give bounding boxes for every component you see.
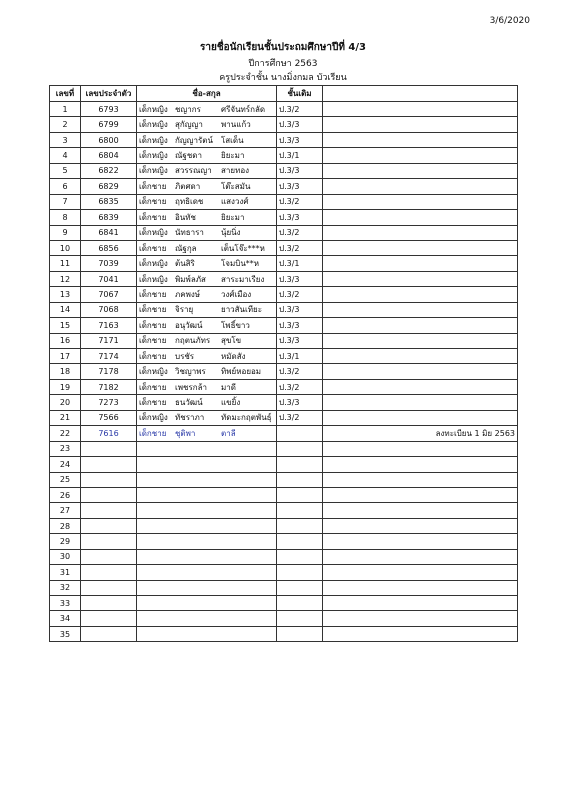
student-name-cell xyxy=(137,364,277,379)
row-number-cell: 12 xyxy=(50,271,81,286)
note-cell xyxy=(323,256,518,271)
row-number-cell: 28 xyxy=(50,518,81,533)
last-name: ทิพย์หอยอม xyxy=(221,367,262,377)
student-name-cell xyxy=(137,318,277,333)
first-name: วิชญาพร xyxy=(175,367,206,377)
name-prefix: เด็กหญิง xyxy=(139,228,168,238)
row-number-cell: 7 xyxy=(50,194,81,209)
column-header-student-id: เลขประจำตัว xyxy=(81,86,137,102)
first-name: ฤทธิเดช xyxy=(175,197,204,207)
row-number-cell: 5 xyxy=(50,163,81,178)
note-cell xyxy=(323,287,518,302)
first-name: ชุติพา xyxy=(175,428,196,438)
student-id-cell: 6829 xyxy=(81,179,137,194)
table-row xyxy=(50,318,518,333)
student-id-cell: 6799 xyxy=(81,117,137,132)
student-id-cell xyxy=(81,611,137,626)
name-prefix: เด็กหญิง xyxy=(139,120,168,130)
table-row xyxy=(50,102,518,117)
first-name: ชญากร xyxy=(175,104,201,114)
table-row xyxy=(50,534,518,549)
row-number-cell: 13 xyxy=(50,287,81,302)
student-id-cell: 6804 xyxy=(81,148,137,163)
first-name: อินทัช xyxy=(175,212,196,222)
student-name-cell xyxy=(137,102,277,117)
student-name-cell xyxy=(137,518,277,533)
first-name: ภิตศดา xyxy=(175,181,201,191)
previous-class-cell xyxy=(277,426,323,441)
last-name: วงศ์เมือง xyxy=(221,289,252,299)
row-number-cell: 2 xyxy=(50,117,81,132)
column-header-previous-class: ชั้นเดิม xyxy=(277,86,323,102)
previous-class-cell xyxy=(277,534,323,549)
table-row xyxy=(50,210,518,225)
previous-class-cell xyxy=(277,596,323,611)
note-cell xyxy=(323,194,518,209)
student-id-cell: 7273 xyxy=(81,395,137,410)
last-name: สุขโข xyxy=(221,336,242,346)
previous-class-cell: ป.3/3 xyxy=(277,333,323,348)
row-number-cell: 21 xyxy=(50,410,81,425)
name-prefix: เด็กชาย xyxy=(139,181,167,191)
previous-class-cell: ป.3/3 xyxy=(277,395,323,410)
note-cell xyxy=(323,457,518,472)
last-name: ตาลี xyxy=(221,428,236,438)
table-row xyxy=(50,426,518,441)
table-row xyxy=(50,287,518,302)
name-prefix: เด็กหญิง xyxy=(139,367,168,377)
student-id-cell xyxy=(81,580,137,595)
name-prefix: เด็กชาย xyxy=(139,398,167,408)
note-cell xyxy=(323,163,518,178)
student-id-cell: 7616 xyxy=(81,426,137,441)
row-number-cell: 26 xyxy=(50,487,81,502)
first-name: เพชรกล้า xyxy=(175,382,207,392)
note-cell xyxy=(323,487,518,502)
student-name-cell xyxy=(137,472,277,487)
student-name-cell xyxy=(137,148,277,163)
academic-year: ปีการศึกษา 2563 xyxy=(248,59,318,69)
note-cell xyxy=(323,441,518,456)
table-row xyxy=(50,302,518,317)
student-id-cell: 6793 xyxy=(81,102,137,117)
last-name: สายทอง xyxy=(221,166,250,176)
table-row xyxy=(50,271,518,286)
note-cell xyxy=(323,534,518,549)
note-cell xyxy=(323,349,518,364)
student-id-cell: 7039 xyxy=(81,256,137,271)
table-row xyxy=(50,410,518,425)
student-id-cell: 7182 xyxy=(81,379,137,394)
note-cell xyxy=(323,132,518,147)
note-cell xyxy=(323,503,518,518)
name-prefix: เด็กหญิง xyxy=(139,413,168,423)
note-cell xyxy=(323,102,518,117)
student-id-cell xyxy=(81,503,137,518)
previous-class-cell: ป.3/2 xyxy=(277,102,323,117)
note-cell xyxy=(323,472,518,487)
row-number-cell: 1 xyxy=(50,102,81,117)
previous-class-cell: ป.3/2 xyxy=(277,287,323,302)
previous-class-cell: ป.3/3 xyxy=(277,179,323,194)
table-row xyxy=(50,194,518,209)
table-row xyxy=(50,395,518,410)
student-id-cell: 7178 xyxy=(81,364,137,379)
first-name: ภคพงษ์ xyxy=(175,289,201,299)
student-name-cell xyxy=(137,117,277,132)
student-name-cell xyxy=(137,210,277,225)
student-id-cell: 7171 xyxy=(81,333,137,348)
student-name-cell xyxy=(137,580,277,595)
note-cell xyxy=(323,565,518,580)
previous-class-cell xyxy=(277,518,323,533)
student-name-cell xyxy=(137,349,277,364)
student-name-cell xyxy=(137,271,277,286)
table-row xyxy=(50,148,518,163)
first-name: บรชัร xyxy=(175,351,195,361)
previous-class-cell: ป.3/3 xyxy=(277,210,323,225)
table-row xyxy=(50,457,518,472)
table-row xyxy=(50,179,518,194)
student-name-cell xyxy=(137,194,277,209)
previous-class-cell: ป.3/1 xyxy=(277,256,323,271)
note-cell xyxy=(323,410,518,425)
table-row xyxy=(50,441,518,456)
name-prefix: เด็กหญิง xyxy=(139,274,168,284)
student-name-cell xyxy=(137,395,277,410)
row-number-cell: 14 xyxy=(50,302,81,317)
row-number-cell: 11 xyxy=(50,256,81,271)
table-row xyxy=(50,163,518,178)
note-cell xyxy=(323,518,518,533)
table-row xyxy=(50,503,518,518)
row-number-cell: 30 xyxy=(50,549,81,564)
name-prefix: เด็กหญิง xyxy=(139,259,168,269)
table-row xyxy=(50,225,518,240)
student-id-cell: 6800 xyxy=(81,132,137,147)
student-id-cell xyxy=(81,626,137,641)
column-header-note xyxy=(323,86,518,102)
student-id-cell xyxy=(81,457,137,472)
last-name: มาดี xyxy=(221,382,236,392)
student-name-cell xyxy=(137,163,277,178)
first-name: ธนวัฒน์ xyxy=(175,398,203,408)
column-header-full-name: ชื่อ-สกุล xyxy=(137,86,277,102)
table-row xyxy=(50,565,518,580)
name-prefix: เด็กชาย xyxy=(139,212,167,222)
row-number-cell: 34 xyxy=(50,611,81,626)
student-id-cell: 7067 xyxy=(81,287,137,302)
table-row xyxy=(50,487,518,502)
previous-class-cell: ป.3/2 xyxy=(277,379,323,394)
row-number-cell: 32 xyxy=(50,580,81,595)
row-number-cell: 33 xyxy=(50,596,81,611)
student-id-cell: 6822 xyxy=(81,163,137,178)
previous-class-cell xyxy=(277,611,323,626)
row-number-cell: 8 xyxy=(50,210,81,225)
note-cell xyxy=(323,596,518,611)
table-row xyxy=(50,333,518,348)
first-name: ณัฐชดา xyxy=(175,151,202,161)
name-prefix: เด็กชาย xyxy=(139,320,167,330)
last-name: ยาวสันเทียะ xyxy=(221,305,263,315)
note-cell xyxy=(323,117,518,132)
last-name: นุ้ยนิ่ง xyxy=(221,228,241,238)
student-name-cell xyxy=(137,240,277,255)
row-number-cell: 9 xyxy=(50,225,81,240)
last-name: โต๊ะสมัน xyxy=(221,181,251,191)
row-number-cell: 24 xyxy=(50,457,81,472)
table-row xyxy=(50,117,518,132)
table-row xyxy=(50,518,518,533)
table-row xyxy=(50,349,518,364)
last-name: ศรีจันทร์กลัด xyxy=(221,104,266,114)
column-header-number: เลขที่ xyxy=(50,86,81,102)
student-id-cell xyxy=(81,565,137,580)
previous-class-cell: ป.3/2 xyxy=(277,410,323,425)
student-name-cell xyxy=(137,256,277,271)
student-name-cell xyxy=(137,596,277,611)
first-name: สวรรณญา xyxy=(175,166,212,176)
table-row xyxy=(50,596,518,611)
table-row xyxy=(50,626,518,641)
row-number-cell: 27 xyxy=(50,503,81,518)
row-number-cell: 15 xyxy=(50,318,81,333)
note-cell xyxy=(323,210,518,225)
previous-class-cell xyxy=(277,487,323,502)
table-row xyxy=(50,256,518,271)
previous-class-cell: ป.3/2 xyxy=(277,225,323,240)
first-name: ณัฐกุล xyxy=(175,243,197,253)
student-name-cell xyxy=(137,626,277,641)
student-id-cell xyxy=(81,534,137,549)
previous-class-cell: ป.3/3 xyxy=(277,117,323,132)
student-id-cell xyxy=(81,596,137,611)
student-id-cell xyxy=(81,487,137,502)
first-name: พิมพ์ลภัส xyxy=(175,274,206,284)
student-name-cell xyxy=(137,457,277,472)
note-cell xyxy=(323,364,518,379)
page-title: รายชื่อนักเรียนชั้นประถมศึกษาปีที่ 4/3 xyxy=(200,42,366,53)
student-name-cell xyxy=(137,611,277,626)
student-id-cell: 7174 xyxy=(81,349,137,364)
student-name-cell xyxy=(137,565,277,580)
previous-class-cell: ป.3/2 xyxy=(277,240,323,255)
name-prefix: เด็กหญิง xyxy=(139,151,168,161)
student-id-cell: 6839 xyxy=(81,210,137,225)
table-row xyxy=(50,379,518,394)
previous-class-cell xyxy=(277,580,323,595)
last-name: ยิยะมา xyxy=(221,151,245,161)
note-cell xyxy=(323,225,518,240)
last-name: เต็นโจ๊ะ***ห xyxy=(221,243,265,253)
last-name: ยิยะมา xyxy=(221,212,245,222)
table-row xyxy=(50,472,518,487)
row-number-cell: 35 xyxy=(50,626,81,641)
student-name-cell xyxy=(137,379,277,394)
first-name: จิรายุ xyxy=(175,305,194,315)
first-name: นัทธารา xyxy=(175,228,204,238)
student-name-cell xyxy=(137,410,277,425)
table-row xyxy=(50,580,518,595)
note-cell xyxy=(323,318,518,333)
student-name-cell xyxy=(137,333,277,348)
student-id-cell: 6841 xyxy=(81,225,137,240)
last-name: แขยิ้ง xyxy=(221,398,241,408)
previous-class-cell: ป.3/3 xyxy=(277,132,323,147)
name-prefix: เด็กชาย xyxy=(139,305,167,315)
previous-class-cell: ป.3/3 xyxy=(277,163,323,178)
last-name: หมัดสัง xyxy=(221,351,246,361)
table-row xyxy=(50,240,518,255)
row-number-cell: 23 xyxy=(50,441,81,456)
name-prefix: เด็กชาย xyxy=(139,351,167,361)
note-cell xyxy=(323,626,518,641)
name-prefix: เด็กชาย xyxy=(139,382,167,392)
student-id-cell xyxy=(81,549,137,564)
student-name-cell xyxy=(137,179,277,194)
previous-class-cell xyxy=(277,441,323,456)
row-number-cell: 17 xyxy=(50,349,81,364)
row-number-cell: 4 xyxy=(50,148,81,163)
note-cell xyxy=(323,549,518,564)
previous-class-cell: ป.3/2 xyxy=(277,364,323,379)
homeroom-teacher: ครูประจำชั้น นางมิ่งกมล บัวเรียน xyxy=(219,73,347,83)
previous-class-cell: ป.3/1 xyxy=(277,349,323,364)
note-cell xyxy=(323,240,518,255)
student-id-cell: 6835 xyxy=(81,194,137,209)
row-number-cell: 6 xyxy=(50,179,81,194)
name-prefix: เด็กชาย xyxy=(139,197,167,207)
student-name-cell xyxy=(137,302,277,317)
previous-class-cell: ป.3/2 xyxy=(277,194,323,209)
student-id-cell: 7163 xyxy=(81,318,137,333)
student-id-cell xyxy=(81,441,137,456)
student-id-cell: 7566 xyxy=(81,410,137,425)
table-header-row xyxy=(50,86,518,102)
note-cell xyxy=(323,611,518,626)
student-id-cell xyxy=(81,472,137,487)
student-name-cell xyxy=(137,225,277,240)
table-row xyxy=(50,132,518,147)
note-cell xyxy=(323,580,518,595)
name-prefix: เด็กชาย xyxy=(139,243,167,253)
previous-class-cell: ป.3/3 xyxy=(277,302,323,317)
last-name: โสเด็น xyxy=(221,135,244,145)
note-cell xyxy=(323,379,518,394)
previous-class-cell: ป.3/1 xyxy=(277,148,323,163)
student-name-cell xyxy=(137,487,277,502)
row-number-cell: 22 xyxy=(50,426,81,441)
student-name-cell xyxy=(137,132,277,147)
previous-class-cell: ป.3/3 xyxy=(277,271,323,286)
last-name: ทัดมะกฤตพันธุ์ xyxy=(221,413,272,423)
table-row xyxy=(50,549,518,564)
row-number-cell: 25 xyxy=(50,472,81,487)
last-name: พานแก้ว xyxy=(221,120,251,130)
row-number-cell: 3 xyxy=(50,132,81,147)
table-row xyxy=(50,364,518,379)
last-name: โพธิ์ขาว xyxy=(221,320,250,330)
previous-class-cell xyxy=(277,472,323,487)
table-body xyxy=(50,102,518,642)
table-row xyxy=(50,611,518,626)
student-name-cell xyxy=(137,287,277,302)
row-number-cell: 20 xyxy=(50,395,81,410)
last-name: โจมบิน**ห xyxy=(221,259,260,269)
previous-class-cell xyxy=(277,503,323,518)
row-number-cell: 29 xyxy=(50,534,81,549)
student-name-cell xyxy=(137,441,277,456)
previous-class-cell xyxy=(277,549,323,564)
student-id-cell xyxy=(81,518,137,533)
note-cell xyxy=(323,395,518,410)
note-cell xyxy=(323,302,518,317)
note-cell xyxy=(323,271,518,286)
student-roster-table xyxy=(49,85,518,642)
first-name: ทัชราภา xyxy=(175,413,205,423)
previous-class-cell xyxy=(277,626,323,641)
row-number-cell: 16 xyxy=(50,333,81,348)
row-number-cell: 18 xyxy=(50,364,81,379)
first-name: ต้นสิริ xyxy=(175,259,195,269)
row-number-cell: 31 xyxy=(50,565,81,580)
name-prefix: เด็กชาย xyxy=(139,336,167,346)
name-prefix: เด็กชาย xyxy=(139,428,167,438)
row-number-cell: 10 xyxy=(50,240,81,255)
student-name-cell xyxy=(137,503,277,518)
note-cell xyxy=(323,179,518,194)
student-id-cell: 7068 xyxy=(81,302,137,317)
last-name: แสงวงศ์ xyxy=(221,197,249,207)
note-cell xyxy=(323,333,518,348)
name-prefix: เด็กหญิง xyxy=(139,166,168,176)
previous-class-cell xyxy=(277,457,323,472)
student-name-cell xyxy=(137,549,277,564)
name-prefix: เด็กชาย xyxy=(139,289,167,299)
student-name-cell xyxy=(137,426,277,441)
print-date: 3/6/2020 xyxy=(489,16,530,26)
first-name: กฤตนภัทร xyxy=(175,336,211,346)
student-id-cell: 7041 xyxy=(81,271,137,286)
previous-class-cell: ป.3/3 xyxy=(277,318,323,333)
last-name: สาระมาเรียง xyxy=(221,274,265,284)
name-prefix: เด็กหญิง xyxy=(139,104,168,114)
note-cell xyxy=(323,148,518,163)
note-cell: ลงทะเบียน 1 มิย 2563 xyxy=(323,426,518,441)
student-id-cell: 6856 xyxy=(81,240,137,255)
previous-class-cell xyxy=(277,565,323,580)
first-name: สุกัญญา xyxy=(175,120,203,130)
row-number-cell: 19 xyxy=(50,379,81,394)
name-prefix: เด็กหญิง xyxy=(139,135,168,145)
student-name-cell xyxy=(137,534,277,549)
first-name: อนุวัฒน์ xyxy=(175,320,203,330)
first-name: กัญญารัตน์ xyxy=(175,135,213,145)
